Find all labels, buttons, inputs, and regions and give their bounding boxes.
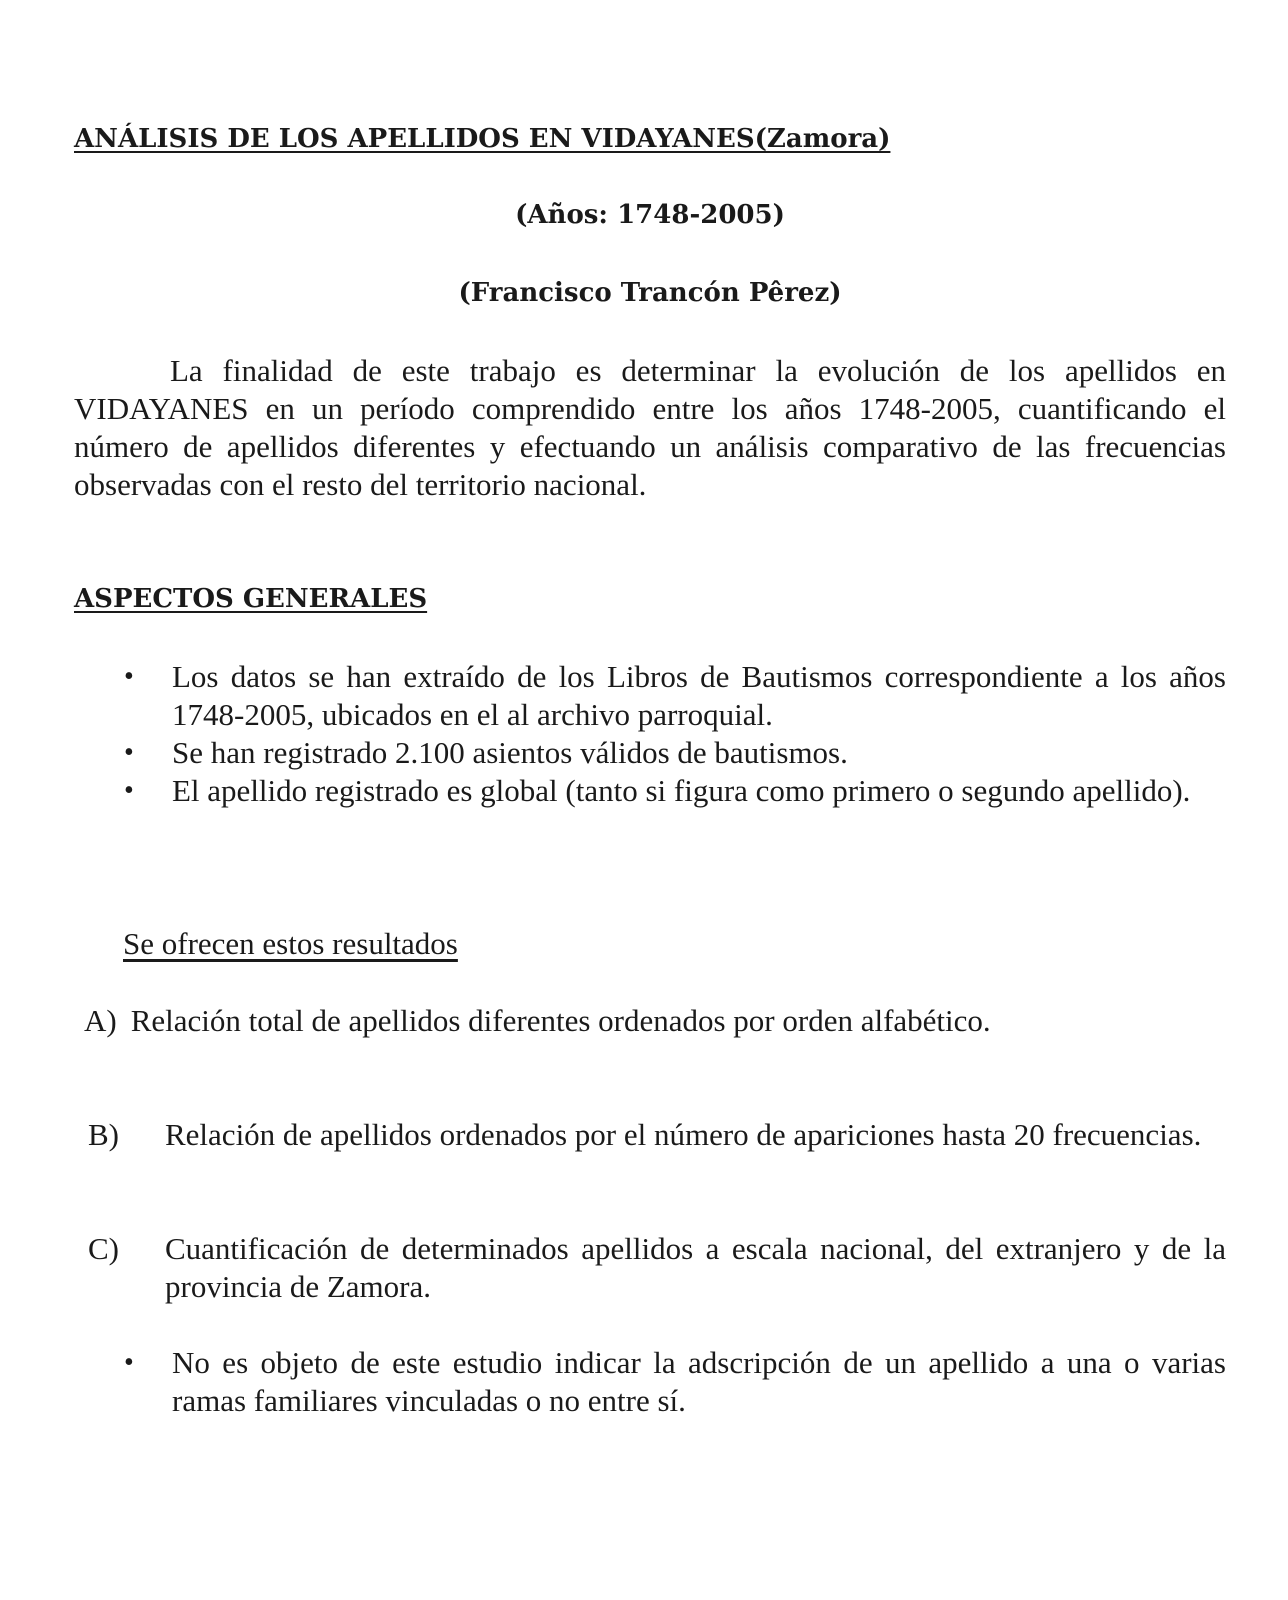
bullet-text: Se han registrado 2.100 asientos válidos de bautismos. (172, 735, 848, 770)
document-author: (Francisco Trancón Pêrez) (458, 278, 842, 308)
bullet-icon: • (124, 737, 134, 768)
result-marker: B) (88, 1117, 119, 1152)
bullet-icon: • (124, 775, 134, 806)
document-years: (Años: 1748-2005) (515, 200, 785, 230)
result-marker: A) (84, 1003, 117, 1038)
result-text: Relación total de apellidos diferentes ordenados por orden alfabético. (130, 1003, 991, 1038)
bullet-icon: • (124, 661, 134, 692)
result-marker: C) (88, 1231, 119, 1266)
list-item (124, 658, 1226, 734)
result-text: Cuantificación de determinados apellidos a escala nacional, del extranjero y de la provincia de Zamora. (165, 1231, 1226, 1304)
bullet-icon: • (124, 1347, 134, 1378)
result-item-a (74, 1002, 1226, 1040)
results-intro: Se ofrecen estos resultados (123, 926, 458, 961)
list-item (124, 1344, 1226, 1420)
final-note-list (0, 1344, 1288, 1420)
bullet-text: El apellido registrado es global (tanto si figura como primero o segundo apellido). (172, 773, 1191, 808)
intro-paragraph: La finalidad de este trabajo es determinar la evolución de los apellidos en VIDAYANES en un período comprendido entre los años 1748-2005, cuantificando el número de apellidos diferentes y efectuando un análisis comparativo de las frecuencias observadas con el resto del territorio nacional. (74, 353, 1226, 502)
section-heading: ASPECTOS GENERALES (74, 584, 428, 614)
bullet-text: Los datos se han extraído de los Libros de Bautismos correspondiente a los años 1748-2005, ubicados en el al archivo parroquial. (172, 659, 1226, 732)
list-item (124, 772, 1226, 810)
document-title: ANÁLISIS DE LOS APELLIDOS EN VIDAYANES(Zamora) (74, 124, 891, 154)
general-aspects-list (0, 658, 1288, 810)
final-note-text: No es objeto de este estudio indicar la adscripción de un apellido a una o varias ramas familiares vinculadas o no entre sí. (172, 1345, 1226, 1418)
list-item (124, 734, 1226, 772)
result-text: Relación de apellidos ordenados por el número de apariciones hasta 20 frecuencias. (165, 1117, 1202, 1152)
